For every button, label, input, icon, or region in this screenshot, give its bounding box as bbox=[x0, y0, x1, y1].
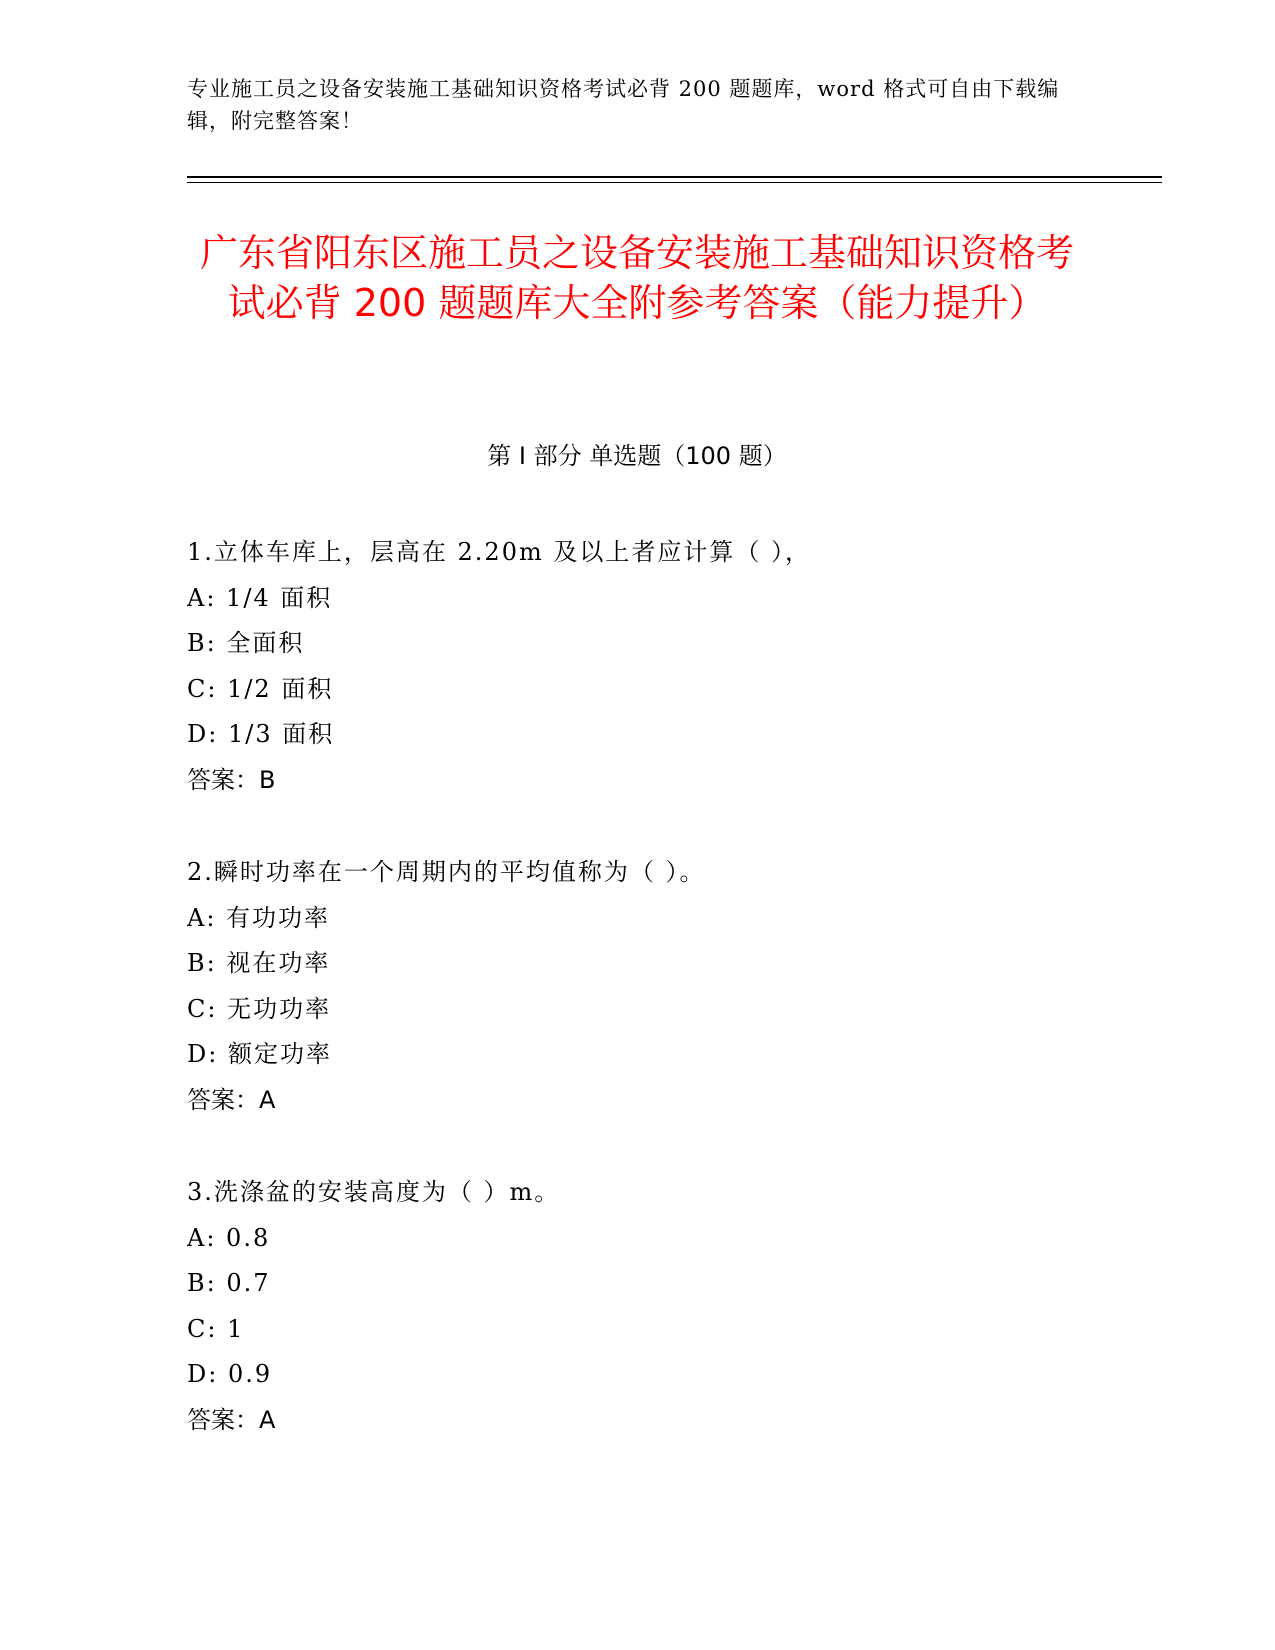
question-3 bbox=[187, 1170, 1162, 1490]
section-heading: 第 I 部分 单选题（100 题） bbox=[487, 442, 787, 470]
option-b: B: 0.7 bbox=[187, 1269, 271, 1297]
question-2 bbox=[187, 850, 1162, 1170]
header-note: 专业施工员之设备安装施工基础知识资格考试必背 200 题题库，word 格式可自由下载编辑，附完整答案！ bbox=[187, 77, 1060, 133]
answer: 答案：B bbox=[187, 765, 276, 794]
answer: 答案：A bbox=[187, 1405, 276, 1434]
question-list bbox=[187, 530, 1162, 1490]
answer: 答案：A bbox=[187, 1085, 276, 1114]
option-a: A: 有功功率 bbox=[187, 903, 331, 932]
question-stem: 1.立体车库上，层高在 2.20m 及以上者应计算（ ）， bbox=[187, 538, 811, 566]
option-d: D: 1/3 面积 bbox=[187, 720, 335, 748]
option-d: D: 额定功率 bbox=[187, 1040, 332, 1068]
document-title: 广东省阳东区施工员之设备安装施工基础知识资格考试必背 200 题题库大全附参考答案（能力提升） bbox=[199, 231, 1074, 325]
question-1 bbox=[187, 530, 1162, 850]
option-c: C: 1 bbox=[187, 1314, 245, 1343]
question-stem: 2.瞬时功率在一个周期内的平均值称为（ ）。 bbox=[187, 858, 706, 886]
option-c: C: 1/2 面积 bbox=[187, 674, 334, 703]
option-b: B: 视在功率 bbox=[187, 949, 331, 977]
option-a: A: 1/4 面积 bbox=[187, 583, 333, 612]
question-stem: 3.洗涤盆的安装高度为（ ）m。 bbox=[187, 1178, 561, 1206]
option-c: C: 无功功率 bbox=[187, 994, 332, 1023]
option-d: D: 0.9 bbox=[187, 1360, 273, 1388]
option-b: B: 全面积 bbox=[187, 629, 305, 657]
header-rule-thick bbox=[187, 176, 1162, 178]
header-rule-thin bbox=[187, 182, 1162, 183]
option-a: A: 0.8 bbox=[187, 1223, 271, 1252]
